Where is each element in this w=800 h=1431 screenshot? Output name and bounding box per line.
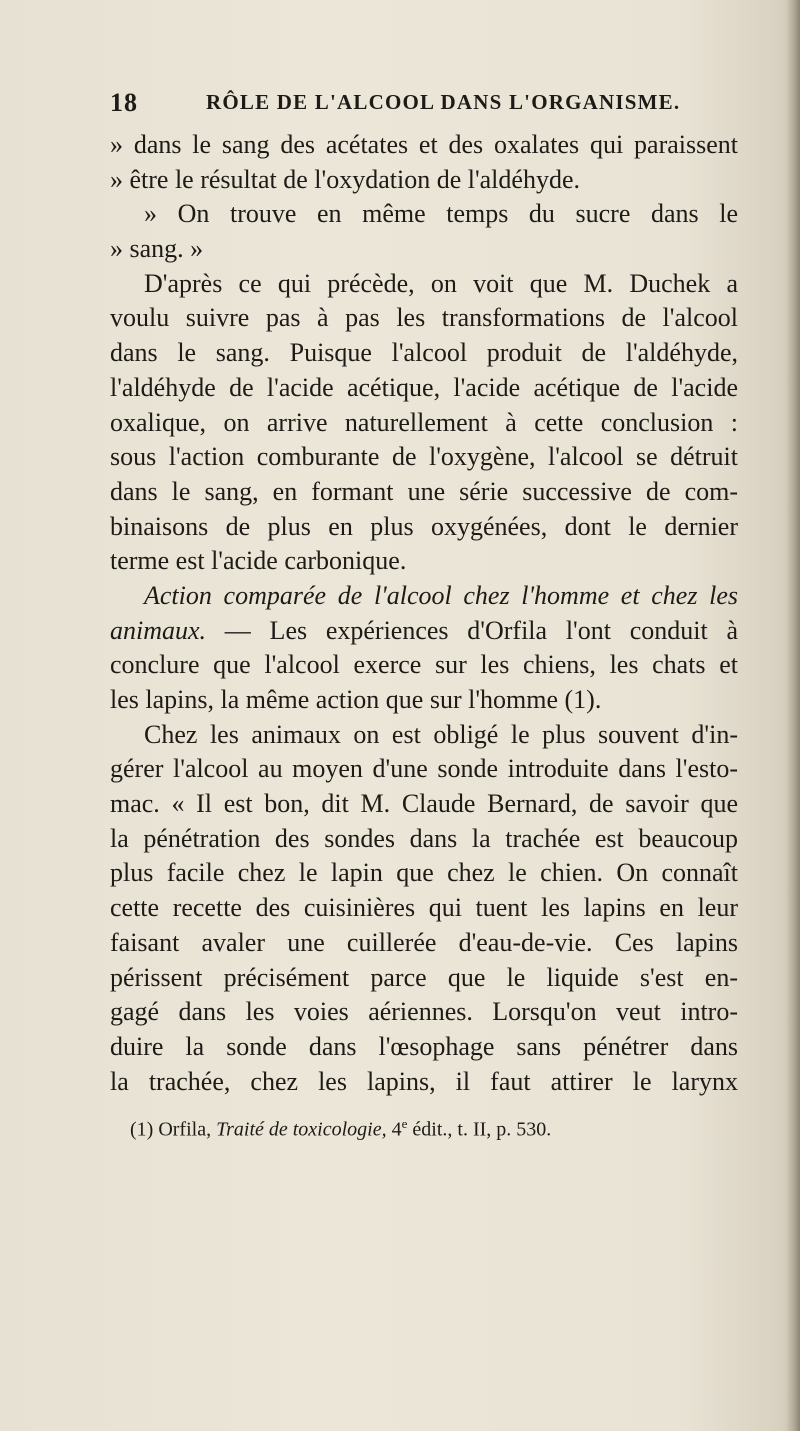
text-line: » On trouve en même temps du sucre dans le bbox=[144, 199, 738, 229]
text-line: faisant avaler une cuillerée d'eau-de-vie. Ces lapins bbox=[110, 927, 738, 957]
footnote-marker: (1) Orfila, bbox=[130, 1118, 217, 1141]
text-line: » dans le sang des acétates et des oxalates qui paraissent bbox=[110, 130, 738, 159]
text-line: dans le sang, en formant une série successive de com- bbox=[110, 476, 738, 506]
text-line: sous l'action comburante de l'oxygène, l'alcool se détruit bbox=[110, 442, 738, 472]
text-line: voulu suivre pas à pas les transformations de l'alcool bbox=[110, 303, 738, 333]
section-heading-end: animaux. bbox=[110, 615, 207, 645]
text-line: » être le résultat de l'oxydation de l'aldéhyde. bbox=[110, 164, 580, 194]
footnote bbox=[110, 1111, 738, 1143]
text-line: dans le sang. Puisque l'alcool produit de l'aldéhyde, bbox=[110, 338, 738, 368]
text-span: — Les expériences d'Orfila l'ont conduit à bbox=[206, 615, 738, 645]
footnote-edition-sup: e bbox=[401, 1116, 408, 1132]
text-line: cette recette des cuisinières qui tuent les lapins en leur bbox=[110, 893, 738, 923]
text-line: binaisons de plus en plus oxygénées, dont le dernier bbox=[110, 511, 738, 541]
text-line: conclure que l'alcool exerce sur les chiens, les chats et bbox=[110, 650, 738, 680]
text-line bbox=[110, 614, 738, 649]
text-line: gérer l'alcool au moyen d'une sonde introduite dans l'esto- bbox=[110, 754, 738, 784]
page-edge-shadow bbox=[786, 0, 800, 1431]
section-heading-line: Action comparée de l'alcool chez l'homme et chez les bbox=[144, 580, 738, 610]
footnote-title: Traité de toxicologie, bbox=[216, 1118, 387, 1141]
text-line: plus facile chez le lapin que chez le chien. On connaît bbox=[110, 858, 738, 888]
text-block bbox=[110, 88, 738, 1143]
text-line: les lapins, la même action que sur l'homme (1). bbox=[110, 685, 602, 714]
text-line: duire la sonde dans l'œsophage sans pénétrer dans bbox=[110, 1031, 738, 1061]
page-number: 18 bbox=[110, 88, 138, 117]
running-head bbox=[110, 88, 738, 128]
text-line: gagé dans les voies aériennes. Lorsqu'on veut intro- bbox=[110, 997, 738, 1027]
text-line: D'après ce qui précède, on voit que M. Duchek a bbox=[144, 268, 738, 298]
text-line: l'aldéhyde de l'acide acétique, l'acide acétique de l'acide bbox=[110, 372, 738, 402]
text-line: mac. « Il est bon, dit M. Claude Bernard, de savoir que bbox=[110, 789, 738, 819]
text-line: périssent précisément parce que le liquide s'est en- bbox=[110, 962, 738, 992]
text-line: oxalique, on arrive naturellement à cette conclusion : bbox=[110, 407, 738, 437]
text-line: la pénétration des sondes dans la trachée est beaucoup bbox=[110, 823, 738, 853]
text-line: » sang. » bbox=[110, 234, 204, 264]
footnote-edition: 4 bbox=[386, 1118, 402, 1141]
text-line: Chez les animaux on est obligé le plus souvent d'in- bbox=[144, 719, 738, 749]
text-line: la trachée, chez les lapins, il faut attirer le larynx bbox=[110, 1066, 738, 1096]
footnote-rest: édit., t. II, p. 530. bbox=[407, 1118, 552, 1141]
running-title: RÔLE DE L'ALCOOL DANS L'ORGANISME. bbox=[206, 90, 681, 114]
text-line: terme est l'acide carbonique. bbox=[110, 546, 407, 576]
